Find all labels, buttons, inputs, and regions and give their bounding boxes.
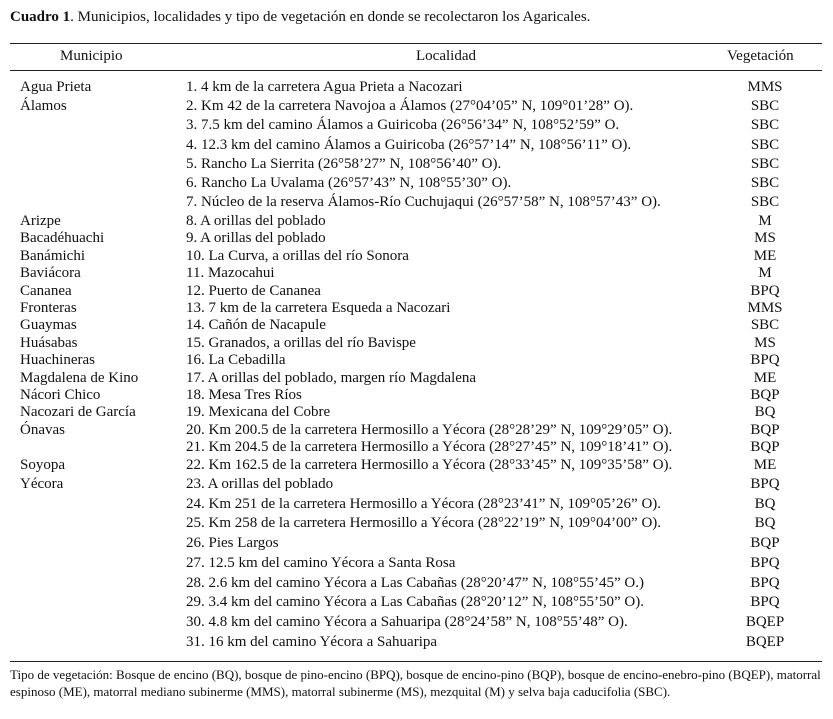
table-row bbox=[0, 535, 833, 553]
cell-localidad: 20. Km 200.5 de la carretera Hermosillo a Yécora (28°28’29” N, 109°29’05” O). bbox=[186, 421, 673, 438]
cell-localidad: 30. 4.8 km del camino Yécora a Sahuaripa (28°24’58” N, 108°55’48” O). bbox=[186, 613, 628, 630]
table-row bbox=[0, 117, 833, 135]
cell-vegetacion: M bbox=[758, 213, 772, 229]
table-row bbox=[0, 370, 833, 388]
cell-localidad: 29. 3.4 km del camino Yécora a Las Cabañas (28°20’12” N, 108°55’50” O). bbox=[186, 594, 644, 611]
cell-localidad: 2. Km 42 de la carretera Navojoa a Álamos (27°04’05” N, 109°01’28” O). bbox=[186, 98, 634, 115]
cell-localidad: 9. A orillas del poblado bbox=[186, 230, 326, 247]
table-row bbox=[0, 79, 833, 97]
cell-municipio: Huásabas bbox=[20, 334, 78, 351]
cell-localidad: 18. Mesa Tres Ríos bbox=[186, 387, 302, 403]
table-row bbox=[0, 335, 833, 353]
cell-municipio: Fronteras bbox=[20, 300, 77, 316]
cell-municipio: Arizpe bbox=[20, 213, 61, 229]
cell-vegetacion: MS bbox=[754, 334, 776, 351]
table-row bbox=[0, 283, 833, 301]
header-municipio: Municipio bbox=[60, 48, 123, 64]
caption-text: . Municipios, localidades y tipo de vegetación en donde se recolectaron los Agaricales. bbox=[70, 9, 591, 25]
table-row bbox=[0, 98, 833, 116]
cell-localidad: 12. Puerto de Cananea bbox=[186, 282, 321, 299]
cell-vegetacion: BQ bbox=[754, 495, 776, 512]
table-row bbox=[0, 476, 833, 494]
table-row bbox=[0, 387, 833, 405]
cell-localidad: 4. 12.3 km del camino Álamos a Guiricoba (26°57’14” N, 108°56’11” O). bbox=[186, 136, 632, 153]
top-rule bbox=[10, 43, 822, 44]
cell-municipio: Magdalena de Kino bbox=[20, 369, 139, 386]
cell-localidad: 11. Mazocahui bbox=[186, 265, 275, 282]
table-row bbox=[0, 248, 833, 266]
cell-municipio: Soyopa bbox=[20, 456, 65, 473]
cell-localidad: 5. Rancho La Sierrita (26°58’27” N, 108°56’40” O). bbox=[186, 155, 502, 172]
table-row bbox=[0, 156, 833, 174]
footnote: Tipo de vegetación: Bosque de encino (BQ), bosque de pino-encino (BPQ), bosque de encino-pino (BQP), bosque de encino-enebro-pino (BQEP), matorral espinoso (ME), matorral mediano subinerme (MMS), matorral subinerme (MS), mezquital (M) y selva baja caducifolia (SBC). bbox=[10, 667, 821, 699]
cell-municipio: Baviácora bbox=[20, 265, 81, 282]
cell-vegetacion: BPQ bbox=[750, 476, 780, 492]
cell-municipio: Nacozari de García bbox=[20, 404, 136, 421]
cell-vegetacion: BQ bbox=[754, 515, 776, 532]
cell-municipio: Guaymas bbox=[20, 317, 77, 334]
table-row bbox=[0, 352, 833, 370]
table-row bbox=[0, 265, 833, 283]
table-row bbox=[0, 614, 833, 632]
cell-vegetacion: BQP bbox=[750, 439, 780, 456]
cell-municipio: Ónavas bbox=[20, 421, 65, 438]
table-row bbox=[0, 213, 833, 231]
table-row bbox=[0, 496, 833, 514]
cell-localidad: 17. A orillas del poblado, margen río Magdalena bbox=[186, 369, 477, 386]
cell-localidad: 10. La Curva, a orillas del río Sonora bbox=[186, 247, 409, 264]
table-row bbox=[0, 175, 833, 193]
cell-localidad: 19. Mexicana del Cobre bbox=[186, 404, 331, 421]
cell-localidad: 6. Rancho La Uvalama (26°57’43” N, 108°55’30” O). bbox=[186, 175, 512, 191]
cell-vegetacion: SBC bbox=[750, 317, 780, 334]
table-row bbox=[0, 300, 833, 318]
caption-label: Cuadro 1 bbox=[10, 9, 71, 25]
header-vegetacion: Vegetación bbox=[727, 48, 794, 64]
cell-vegetacion: SBC bbox=[750, 175, 780, 191]
cell-vegetacion: BQP bbox=[750, 421, 780, 438]
bottom-rule bbox=[10, 661, 822, 662]
cell-localidad: 24. Km 251 de la carretera Hermosillo a Yécora (28°23’41” N, 109°05’26” O). bbox=[186, 495, 662, 512]
cell-vegetacion: SBC bbox=[750, 155, 780, 172]
cell-localidad: 13. 7 km de la carretera Esqueda a Nacozari bbox=[186, 300, 451, 316]
cell-localidad: 23. A orillas del poblado bbox=[186, 476, 334, 492]
cell-municipio: Nácori Chico bbox=[20, 387, 101, 403]
cell-localidad: 27. 12.5 km del camino Yécora a Santa Rosa bbox=[186, 554, 456, 571]
table-row bbox=[0, 317, 833, 335]
table-row bbox=[0, 404, 833, 422]
cell-vegetacion: SBC bbox=[750, 194, 780, 211]
cell-vegetacion: ME bbox=[753, 456, 777, 473]
cell-vegetacion: BQEP bbox=[745, 633, 785, 650]
cell-localidad: 21. Km 204.5 de la carretera Hermosillo a Yécora (28°27’45” N, 109°18’41” O). bbox=[186, 439, 673, 456]
cell-municipio: Cananea bbox=[20, 282, 72, 299]
table-row bbox=[0, 230, 833, 248]
cell-localidad: 8. A orillas del poblado bbox=[186, 213, 326, 229]
cell-vegetacion: BPQ bbox=[750, 554, 780, 571]
cell-localidad: 16. La Cebadilla bbox=[186, 352, 286, 369]
cell-localidad: 1. 4 km de la carretera Agua Prieta a Nacozari bbox=[186, 79, 463, 95]
header-rule bbox=[10, 70, 822, 71]
cell-vegetacion: BQP bbox=[750, 387, 780, 403]
table-row bbox=[0, 457, 833, 475]
table-row bbox=[0, 634, 833, 652]
cell-vegetacion: ME bbox=[753, 369, 777, 386]
cell-vegetacion: SBC bbox=[750, 117, 780, 134]
table-caption bbox=[10, 9, 590, 26]
cell-vegetacion: BQEP bbox=[745, 613, 785, 630]
cell-localidad: 22. Km 162.5 de la carretera Hermosillo a Yécora (28°33’45” N, 109°35’58” O). bbox=[186, 456, 673, 473]
table-row bbox=[0, 515, 833, 533]
table-row bbox=[0, 194, 833, 212]
cell-vegetacion: BPQ bbox=[750, 574, 780, 591]
cell-vegetacion: ME bbox=[753, 247, 777, 264]
cell-municipio: Yécora bbox=[20, 476, 64, 492]
header-localidad: Localidad bbox=[416, 48, 476, 64]
table-row bbox=[0, 422, 833, 440]
cell-localidad: 3. 7.5 km del camino Álamos a Guiricoba (26°56’34” N, 108°52’59” O. bbox=[186, 117, 620, 134]
cell-localidad: 28. 2.6 km del camino Yécora a Las Cabañas (28°20’47” N, 108°55’45” O.) bbox=[186, 574, 644, 591]
cell-vegetacion: SBC bbox=[750, 136, 780, 153]
cell-localidad: 25. Km 258 de la carretera Hermosillo a Yécora (28°22’19” N, 109°04’00” O). bbox=[186, 515, 662, 532]
cell-vegetacion: SBC bbox=[750, 98, 780, 115]
table-row bbox=[0, 137, 833, 155]
cell-localidad: 15. Granados, a orillas del río Bavispe bbox=[186, 334, 416, 351]
cell-municipio: Agua Prieta bbox=[20, 79, 92, 95]
cell-vegetacion: BPQ bbox=[750, 352, 780, 369]
cell-vegetacion: M bbox=[758, 265, 772, 282]
cell-vegetacion: BPQ bbox=[750, 282, 780, 299]
table-row bbox=[0, 555, 833, 573]
cell-vegetacion: MMS bbox=[747, 79, 783, 95]
cell-municipio: Bacadéhuachi bbox=[20, 230, 105, 247]
table-row bbox=[0, 439, 833, 457]
cell-vegetacion: MS bbox=[754, 230, 776, 247]
cell-vegetacion: BQP bbox=[750, 535, 780, 552]
cell-localidad: 31. 16 km del camino Yécora a Sahuaripa bbox=[186, 633, 438, 650]
cell-vegetacion: BQ bbox=[754, 404, 776, 421]
table-row bbox=[0, 575, 833, 593]
cell-vegetacion: MMS bbox=[747, 300, 783, 316]
cell-municipio: Banámichi bbox=[20, 247, 85, 264]
cell-localidad: 26. Pies Largos bbox=[186, 535, 279, 552]
cell-municipio: Álamos bbox=[20, 98, 67, 115]
cell-vegetacion: BPQ bbox=[750, 594, 780, 611]
table-row bbox=[0, 594, 833, 612]
cell-municipio: Huachineras bbox=[20, 352, 95, 369]
cell-localidad: 14. Cañón de Nacapule bbox=[186, 317, 326, 334]
cell-localidad: 7. Núcleo de la reserva Álamos-Río Cuchujaqui (26°57’58” N, 108°57’43” O). bbox=[186, 194, 661, 211]
